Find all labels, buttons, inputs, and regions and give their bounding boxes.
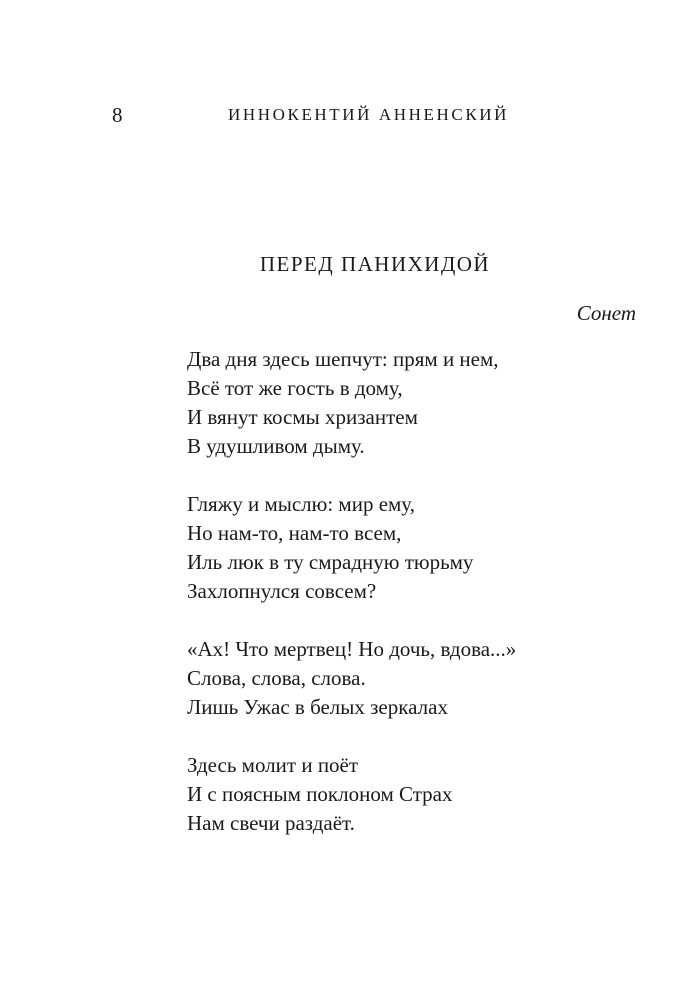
poem-line: Два дня здесь шепчут: прям и нем, — [187, 347, 499, 371]
poem-line: Всё тот же гость в дому, — [187, 376, 403, 400]
poem-line: «Ах! Что мертвец! Но дочь, вдова...» — [187, 637, 517, 661]
poem-line: Гляжу и мыслю: мир ему, — [187, 492, 415, 516]
running-head: ИННОКЕНТИЙ АННЕНСКИЙ — [228, 105, 510, 124]
stanza-4 — [187, 751, 516, 838]
poem-line: Иль люк в ту смрадную тюрьму — [187, 550, 474, 574]
poem-title: ПЕРЕД ПАНИХИДОЙ — [259, 252, 491, 276]
stanza-3 — [187, 635, 516, 722]
poem-subtitle: Сонет — [576, 301, 636, 325]
poem-line: В удушливом дыму. — [187, 434, 365, 458]
poem-line: Захлопнулся совсем? — [187, 579, 377, 603]
poem-line: И вянут космы хризантем — [187, 405, 418, 429]
poem-line: И с поясным поклоном Страх — [187, 782, 453, 806]
stanza-1 — [187, 345, 516, 461]
poem-line: Нам свечи раздаёт. — [187, 811, 355, 835]
poem-body — [187, 345, 516, 867]
page-number: 8 — [112, 103, 123, 127]
poem-line: Но нам-то, нам-то всем, — [187, 521, 402, 545]
stanza-2 — [187, 490, 516, 606]
poem-line: Слова, слова, слова. — [187, 666, 366, 690]
poem-line: Здесь молит и поёт — [187, 753, 359, 777]
poem-line: Лишь Ужас в белых зеркалах — [187, 695, 448, 719]
